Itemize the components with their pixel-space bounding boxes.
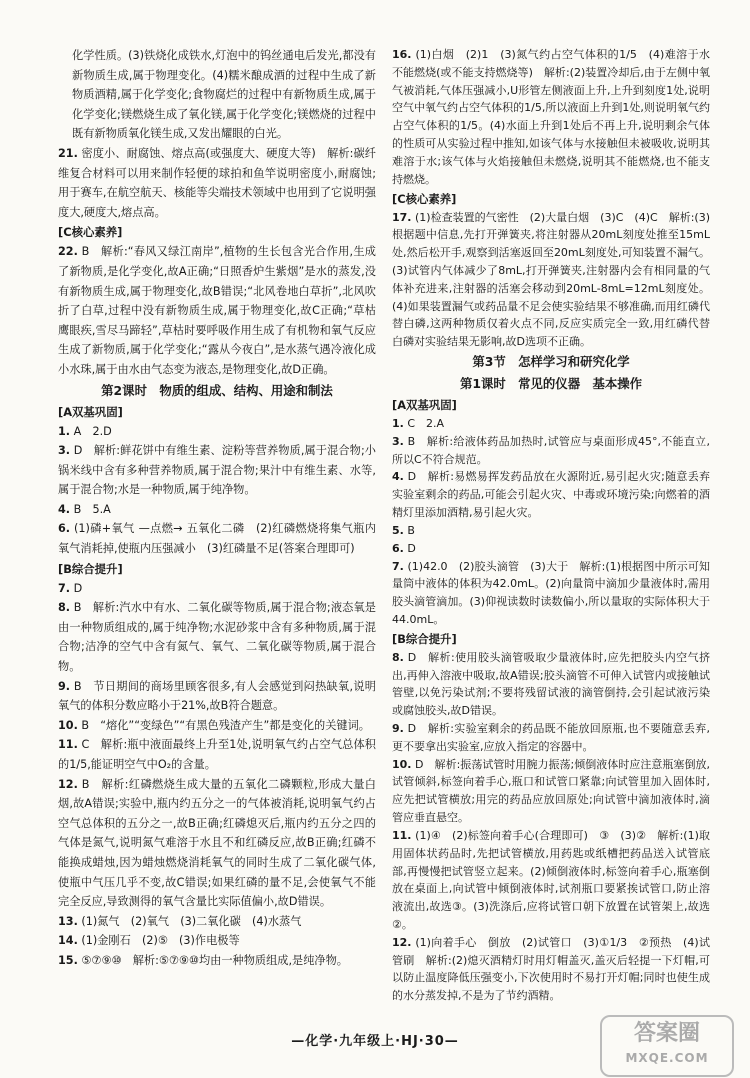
question-number: 11. — [392, 828, 412, 842]
answer-text: B 节日期间的商场里顾客很多,有人会感觉到闷热缺氧,说明氧气的体积分数应略小于21%,故B符合题意。 — [58, 679, 376, 713]
answer-text: D 解析:鲜花饼中有维生素、淀粉等营养物质,属于混合物;小锅米线中含有多种营养物质,属于混合物;果汁中有维生素、水等,属于混合物;水是一种物质,属于纯净物。 — [58, 444, 376, 497]
answer-item — [58, 144, 376, 222]
section-label: [B综合提升] — [392, 631, 457, 646]
question-number: 15. — [58, 953, 78, 967]
answer-item — [392, 433, 710, 469]
answer-item — [58, 735, 376, 774]
answer-item — [58, 500, 376, 520]
question-number: 9. — [392, 722, 404, 735]
section-label: [A双基巩固] — [392, 398, 457, 412]
answer-text: 密度小、耐腐蚀、熔点高(或强度大、硬度大等) 解析:碳纤维复合材料可以用来制作轻便的球拍和鱼竿说明密度小,耐腐蚀;用于赛车,在航空航天、核能等尖端技术领域中也用到了它说明强度大,硬度大,熔点高。 — [58, 146, 376, 219]
question-number: 11. — [58, 738, 78, 752]
lesson-heading: 第1课时 常见的仪器 基本操作 — [459, 376, 643, 391]
answer-item — [58, 951, 376, 971]
answer-item — [392, 522, 710, 540]
answer-text: A 2.D — [73, 424, 112, 438]
answer-text: (1)金刚石 (2)⑤ (3)作电极等 — [81, 934, 240, 948]
answer-text: B “熔化”“变绿色”“有黑色残渣产生”都是变化的关键词。 — [81, 718, 370, 732]
answer-text: B 解析:汽水中有水、二氧化碳等物质,属于混合物;液态氧是由一种物质组成的,属于纯净物;水泥砂浆中含有多种物质,属于混合物;洁净的空气中含有氮气、氧气、二氧化碳等物质,属于混合物。 — [58, 601, 376, 674]
answer-text: (1)白烟 (2)1 (3)氮气约占空气体积的1/5 (4)难溶于水不能燃烧(或不能支持燃烧等) 解析:(2)装置冷却后,由于左侧中氧气被消耗,气体压强减小,U形管左侧液面上升,上升到刻度1处,说明空气中氧气约占空气体积的1/5,所以液面上升到1处,则说明氧气约占空气体积的1/5。(4)水面上升到1处后不再上升,说明剩余气体的性质可从实验过程中推知,如该气体与水接触但未被吸收,说明其难溶于水;该气体与火焰接触但未燃烧,说明其不能燃烧,也不能支持燃烧。 — [392, 48, 710, 186]
answer-text: (1)向着手心 倒放 (2)试管口 (3)①1/3 ②预热 (4)试管刷 解析:(2)熄灭酒精灯时用灯帽盖灭,盖灭后轻提一下灯帽,可以防止温度降低压强变小,下次使用时不易打开灯帽;同时也使生成的水分蒸发掉,不是为了节约酒精。 — [392, 935, 710, 1003]
answer-item — [58, 912, 376, 932]
answer-text: B 解析:“春风又绿江南岸”,植物的生长包含光合作用,生成了新物质,是化学变化,故A正确;“日照香炉生紫烟”是水的蒸发,没有新物质生成,属于物理变化,故B错误;“北风卷地白草折”,北风吹折了白草,过程中没有新物质生成,属于物理变化,故C正确;“草枯鹰眼疾,雪尽马蹄轻”,草枯时要呼吸作用生成了有机物和氧气反应生成了新物质,属于化学变化;“露从今夜白”,是水蒸气遇冷液化成小水珠,属于由水由气态变为液态,是物理变化,故D正确。 — [58, 245, 376, 376]
question-number: 21. — [58, 146, 78, 160]
left-column — [58, 46, 376, 971]
answer-item — [392, 558, 710, 629]
answer-text: C 解析:瓶中液面最终上升至1处,说明氧气约占空气总体积的1/5,能证明空气中O₂的含量。 — [58, 738, 376, 771]
section-label: [A双基巩固] — [58, 404, 123, 419]
question-number: 12. — [392, 935, 412, 949]
answer-item — [392, 649, 710, 720]
lesson-heading: 第3节 怎样学习和研究化学 — [472, 354, 630, 369]
answer-text: (1)磷+氧气 —点燃→ 五氧化二磷 (2)红磷燃烧将集气瓶内氧气消耗掉,使瓶内压强减小 (3)红磷量不足(答案合理即可) — [58, 522, 376, 556]
question-number: 14. — [58, 934, 78, 948]
answer-item — [392, 468, 710, 521]
question-number: 4. — [392, 470, 404, 484]
answer-text: B 5.A — [73, 502, 111, 516]
answer-item — [392, 46, 710, 189]
answer-text: D 解析:振荡试管时用腕力振荡;倾倒液体时应注意瓶塞倒放,试管倾斜,标签向着手心,瓶口和试管口紧靠;向试管里加入固体时,应先把试管横放;用完的药品应放回原处;向试管中滴加液体时,滴管应垂直悬空。 — [392, 757, 710, 825]
answer-text: (1)42.0 (2)胶头滴管 (3)大于 解析:(1)根据图中所示可知量筒中液体的体积为42.0mL。(2)向量筒中滴加少量液体时,需用胶头滴管滴加。(3)仰视读数时读数偏小,所以量取的实际体积大于44.0mL。 — [392, 559, 710, 626]
answer-text: D 解析:易燃易挥发药品放在火源附近,易引起火灾;随意丢弃实验室剩余的药品,可能会引起火灾、中毒或环境污染;向燃着的酒精灯里添加酒精,易引起火灾。 — [392, 470, 710, 520]
answer-text: ⑤⑦⑨⑩ 解析:⑤⑦⑨⑩均由一种物质组成,是纯净物。 — [81, 953, 348, 967]
answer-item — [392, 209, 710, 352]
answer-text: B 解析:红磷燃烧生成大量的五氧化二磷颗粒,形成大量白烟,故A错误;实验中,瓶内约五分之一的气体被消耗,说明氧气约占空气总体积的五分之一,故B正确;红磷熄灭后,瓶内约五分之四的气体是氮气,说明氮气难溶于水且不和红磷反应,故B正确;红磷不能换成蜡烛,因为蜡烛燃烧消耗氧气的同时生成了二氧化碳气体,使瓶中气压几乎不变,故C错误;如果红磷的量不足,会使氧气不能完全反应,导致测得的氧气含量比实际值偏小,故D错误。 — [58, 777, 376, 909]
question-number: 9. — [58, 679, 71, 693]
question-number: 7. — [392, 559, 404, 573]
question-number: 7. — [58, 581, 71, 595]
answer-item — [392, 720, 710, 756]
answer-item — [392, 827, 710, 934]
answer-text: D — [73, 581, 83, 595]
answer-item — [392, 415, 710, 433]
answer-item — [392, 756, 710, 827]
question-number: 10. — [392, 757, 412, 771]
answer-item — [58, 422, 376, 442]
right-column — [392, 46, 710, 1005]
answer-item — [392, 540, 710, 558]
watermark-sub: MXQE.COM — [625, 1051, 709, 1065]
page-footer: —化学·九年级上·HJ·30— — [291, 1034, 459, 1049]
watermark-main: 答案圈 — [633, 1021, 700, 1046]
answer-text: D 解析:实验室剩余的药品既不能放回原瓶,也不要随意丢弃,更不要拿出实验室,应放入指定的容器中。 — [392, 722, 710, 753]
question-number: 6. — [58, 522, 71, 536]
question-number: 5. — [392, 523, 404, 537]
answer-item — [58, 716, 376, 736]
answer-item — [392, 934, 710, 1005]
answer-item — [58, 598, 376, 676]
answer-text: (1)氮气 (2)氧气 (3)二氧化碳 (4)水蒸气 — [81, 914, 302, 928]
section-label: [C核心素养] — [58, 225, 123, 240]
question-number: 12. — [58, 777, 78, 791]
question-number: 6. — [392, 541, 404, 555]
answer-text: (1)检查装置的气密性 (2)大量白烟 (3)C (4)C 解析:(3)根据题中信息,先打开弹簧夹,将注射器从20mL刻度处推至15mL处,然后松开手,观察到活塞返回至20mL刻度处,可知装置不漏气。(3)试管内气体减少了8mL,打开弹簧夹,注射器内会有相同量的气体补充进来,注射器的活塞会移动到20mL-8mL=12mL刻度处。(4)如果装置漏气或药品量不足会使实验结果不够准确,而用红磷代替白磷,这两种物质仅着火点不同,反应实质完全一致,用红磷代替白磷对实验结果无影响,故D选项不正确。 — [392, 210, 710, 349]
answer-text: C 2.A — [407, 417, 445, 430]
answer-item — [58, 931, 376, 951]
question-number: 4. — [58, 502, 71, 516]
question-number: 3. — [392, 434, 404, 448]
question-number: 17. — [392, 210, 412, 224]
answer-item — [58, 775, 376, 912]
answer-continuation: 化学性质。(3)铁烧化成铁水,灯泡中的钨丝通电后发光,都没有新物质生成,属于物理变化。(4)糯米酿成酒的过程中生成了新物质酒精,属于化学变化;食物腐烂的过程中有新物质生成,属于化学变化;镁燃烧生成了氧化镁,属于化学变化;镁燃烧的过程中既有新物质氧化镁生成,又发出耀眼的白光。 — [72, 49, 376, 141]
question-number: 13. — [58, 914, 78, 928]
question-number: 8. — [392, 650, 404, 664]
answer-text: D 解析:使用胶头滴管吸取少量液体时,应先把胶头内空气挤出,再伸入溶液中吸取,故A错误;胶头滴管不可伸入试管内或接触试管壁,以免污染试剂;不要将残留试液的滴管倒持,会引起试液污染或腐蚀胶头,故D错误。 — [392, 650, 711, 718]
answer-text: B 解析:给液体药品加热时,试管应与桌面形成45°,不能直立,所以C不符合规范。 — [392, 434, 710, 466]
watermark-logo — [600, 1015, 734, 1077]
question-number: 1. — [392, 417, 404, 430]
section-label: [C核心素养] — [392, 191, 457, 206]
answer-text: (1)④ (2)标签向着手心(合理即可) ③ (3)② 解析:(1)取用固体状药品时,先把试管横放,用药匙或纸槽把药品送入试管底部,再慢慢把试管竖立起来。(2)倾倒液体时,标签向着手心,瓶塞倒放在桌面上,向试管中倾倒液体时,试剂瓶口要紧挨试管口,防止溶液流出,故选③。(3)洗涤后,应将试管口朝下放置在试管架上,故选②。 — [392, 828, 711, 931]
answer-item — [58, 441, 376, 500]
question-number: 1. — [58, 424, 71, 438]
question-number: 3. — [58, 444, 71, 458]
question-number: 22. — [58, 245, 78, 259]
question-number: 16. — [392, 48, 412, 61]
lesson-heading: 第2课时 物质的组成、结构、用途和制法 — [101, 382, 333, 398]
answer-text: B — [407, 523, 415, 537]
question-number: 10. — [58, 718, 78, 732]
question-number: 8. — [58, 601, 71, 615]
answer-item — [58, 579, 376, 599]
answer-item — [58, 242, 376, 379]
answer-item — [58, 677, 376, 716]
answer-text: D — [407, 541, 416, 555]
answer-item — [58, 519, 376, 558]
section-label: [B综合提升] — [58, 561, 123, 576]
